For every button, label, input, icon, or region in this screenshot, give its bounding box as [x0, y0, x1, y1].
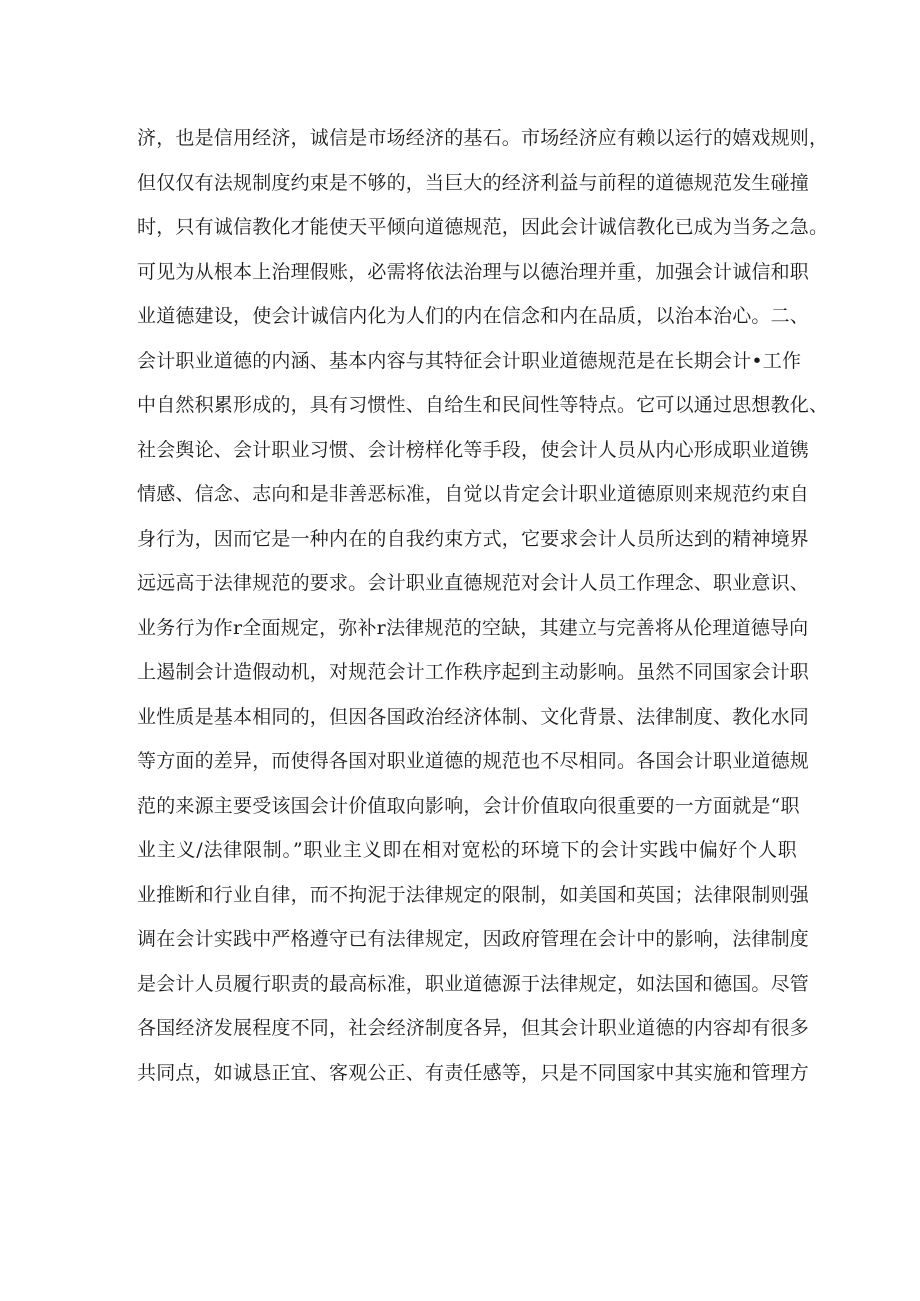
text-line: 是会计人员履行职责的最高标准，职业道德源于法律规定，如法国和德国。尽管: [137, 972, 810, 995]
text-line: 社会舆论、会计职业习惯、会计榜样化等手段，使会计人员从内心形成职业道镌: [137, 438, 810, 461]
text-line: 调在会计实践中严格遵守已有法律规定，因政府管理在会计中的影响，法律制度: [137, 928, 810, 950]
text-line: 业道德建设，使会计诚信内化为人们的内在信念和内在品质，以治本治心。二、: [137, 305, 810, 327]
text-line: 会计职业道德的内涵、基本内容与其特征会计职业道德规范是在长期会计•工作: [137, 349, 802, 372]
text-line: 业推断和行业自律，而不拘泥于法律规定的限制，如美国和英国；法律限制则强: [137, 883, 810, 906]
text-line: 业主义/法律限制。”职业主义即在相对宽松的环境下的会计实践中偏好个人职: [137, 839, 797, 861]
text-line: 等方面的差异，而使得各国对职业道德的规范也不尽相同。各国会计职业道德规: [137, 750, 810, 772]
text-line: 济，也是信用经济，诚信是市场经济的基石。市场经济应有赖以运行的嬉戏规则，: [137, 127, 829, 149]
text-line: 身行为，因而它是一种内在的自我约束方式，它要求会计人员所达到的精神境界: [137, 527, 810, 550]
text-line: 时，只有诚信教化才能使天平倾向道德规范，因此会计诚信教化已成为当务之急。: [137, 216, 829, 238]
text-line: 业性质是基本相同的，但因各国政治经济体制、文化背景、法律制度、教化水同: [137, 705, 810, 728]
text-line: 上遏制会计造假动机，对规范会计工作秩序起到主动影响。虽然不同国家会计职: [137, 661, 810, 683]
text-line: 远远高于法律规范的要求。会计职业直德规范对会计人员工作理念、职业意识、: [137, 572, 810, 594]
text-line: 范的来源主要受该国会计价值取向影响，会计价值取向很重要的一方面就是“职: [137, 794, 800, 817]
body-text: [137, 116, 829, 1095]
text-line: 共同点，如诚恳正宜、客观公正、有责任感等，只是不同国家中其实施和管理方: [137, 1061, 810, 1084]
text-line: 但仅仅有法规制度约束是不够的，当巨大的经济利益与前程的道德规范发生碰撞: [137, 171, 810, 194]
text-line: 中自然积累形成的，具有习惯性、自给生和民间性等特点。它可以通过思想教化、: [137, 394, 829, 416]
text-line: 情感、信念、志向和是非善恶标准，自觉以肯定会计职业道德原则来规范约束自: [137, 483, 810, 505]
text-line: 各国经济发展程度不同，社会经济制度各异，但其会计职业道德的内容却有很多: [137, 1017, 810, 1039]
text-line: 业务行为作r全面规定，弥补r法律规范的空缺，其建立与完善将从伦理道德导向: [137, 616, 809, 639]
text-line: 可见为从根本上治理假账，必需将依法治理与以德治理并重，加强会计诚信和职: [137, 260, 810, 283]
